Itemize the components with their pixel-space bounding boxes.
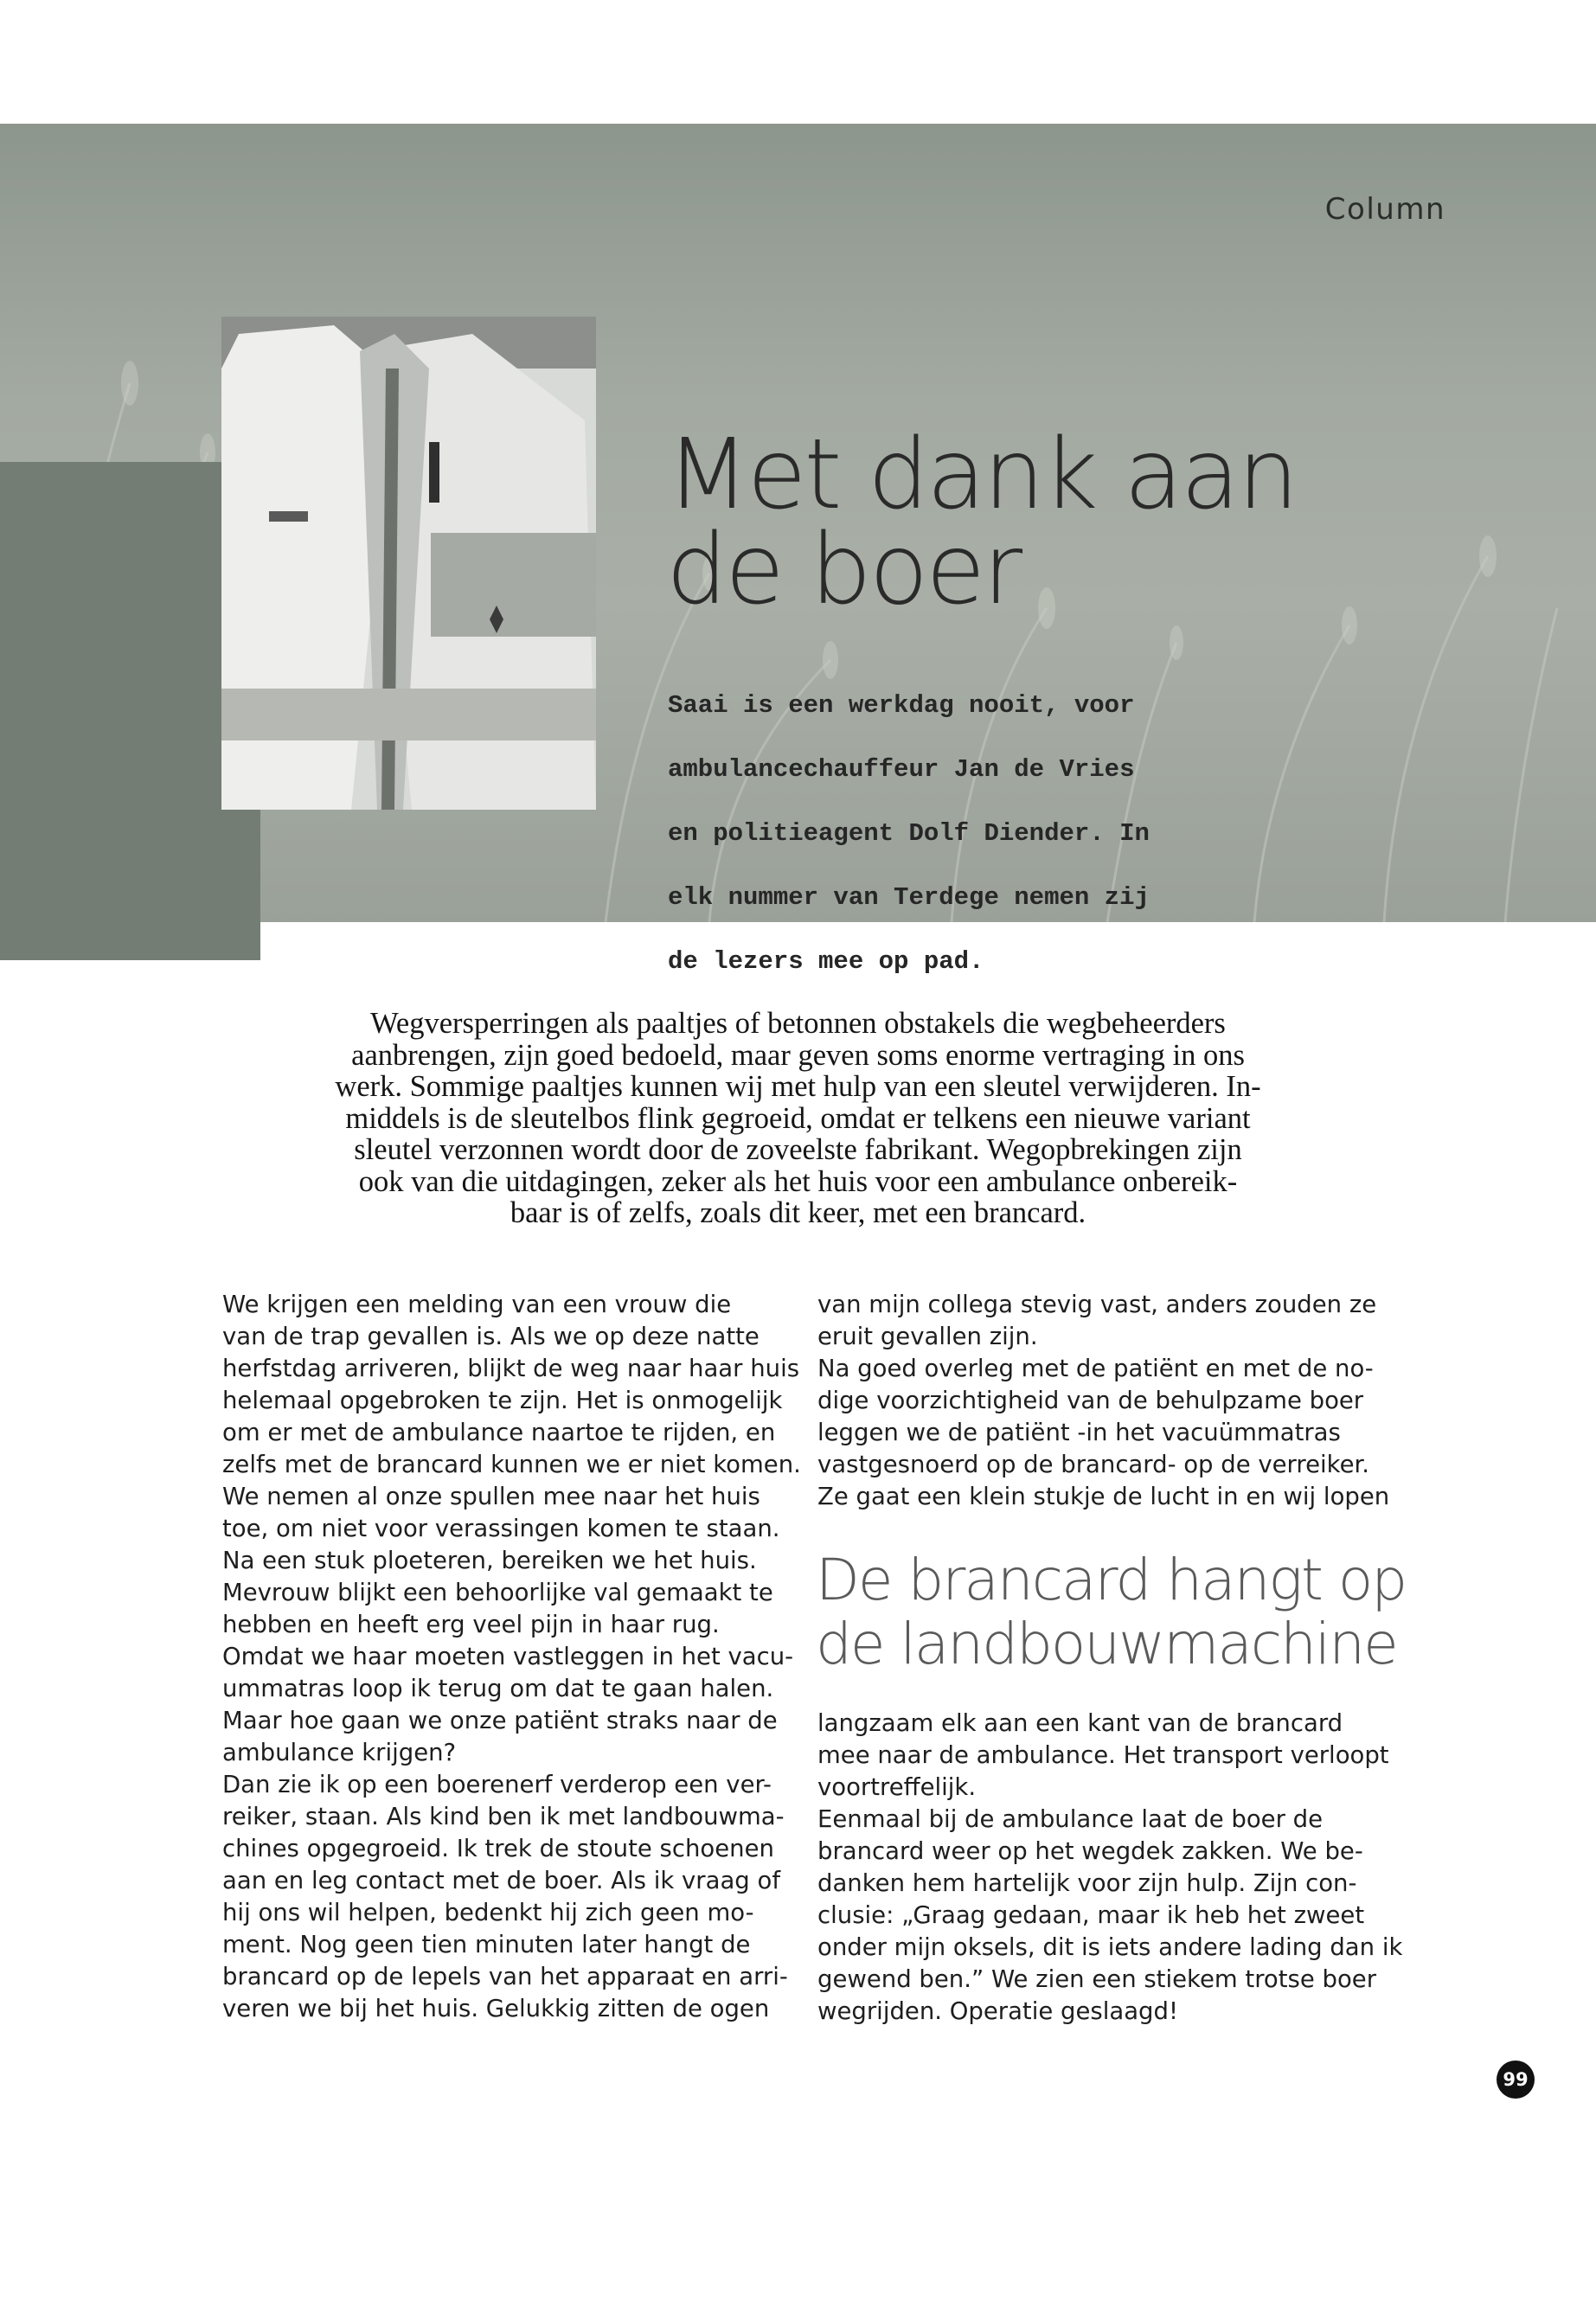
body-column-right-bottom [817, 1708, 1423, 2028]
body-line: ment. Nog geen tien minuten later hangt de [222, 1931, 751, 1958]
body-line: hebben en heeft erg veel pijn in haar rug. [222, 1611, 720, 1638]
body-line: onder mijn oksels, dit is iets andere lading dan ik [817, 1933, 1403, 1961]
body-line: reiker, staan. Als kind ben ik met landbouwma- [222, 1803, 785, 1830]
article-lead [668, 657, 1239, 1009]
body-line: ambulance krijgen? [222, 1739, 457, 1766]
title-line: de boer [666, 514, 1021, 626]
body-line: hij ons wil helpen, bedenkt hij zich geen mo- [222, 1899, 754, 1926]
lead-line: elk nummer van Terdege nemen zij [668, 883, 1150, 912]
body-line: gewend ben.” We zien een stiekem trotse boer [817, 1965, 1377, 1993]
body-line: We nemen al onze spullen mee naar het huis [222, 1483, 760, 1510]
intro-line: ook van die uitdagingen, zeker als het huis voor een ambulance onbereik- [358, 1164, 1238, 1198]
body-line: Mevrouw blijkt een behoorlijke val gemaakt te [222, 1579, 773, 1606]
body-line: wegrijden. Operatie geslaagd! [817, 1997, 1178, 2025]
body-line: herfstdag arriveren, blijkt de weg naar haar huis [222, 1355, 800, 1382]
intro-line: baar is of zelfs, zoals dit keer, met een brancard. [510, 1196, 1086, 1229]
body-line: langzaam elk aan een kant van de brancard [817, 1709, 1343, 1737]
lead-line: en politieagent Dolf Diender. In [668, 819, 1150, 848]
body-line: chines opgegroeid. Ik trek de stoute schoenen [222, 1835, 774, 1862]
body-line: danken hem hartelijk voor zijn hulp. Zijn con- [817, 1869, 1357, 1897]
body-line: toe, om niet voor verassingen komen te staan. [222, 1515, 780, 1542]
ambulance-jacket-photo [221, 317, 596, 810]
body-line: zelfs met de brancard kunnen we er niet komen. [222, 1451, 801, 1478]
pull-quote [816, 1548, 1421, 1676]
body-line: aan en leg contact met de boer. Als ik vraag of [222, 1867, 781, 1894]
lead-line: ambulancechauffeur Jan de Vries [668, 755, 1135, 784]
intro-line: Wegversperringen als paaltjes of betonnen obstakels die wegbeheerders [370, 1007, 1226, 1040]
body-line: om er met de ambulance naartoe te rijden, en [222, 1419, 776, 1446]
body-line: veren we bij het huis. Gelukkig zitten de ogen [222, 1995, 770, 2022]
body-line: dige voorzichtigheid van de behulpzame boer [817, 1387, 1364, 1414]
body-line: brancard weer op het wegdek zakken. We be- [817, 1837, 1363, 1865]
article-title [666, 419, 1358, 626]
body-line: vastgesnoerd op de brancard- op de verreiker. [817, 1451, 1370, 1478]
body-line: leggen we de patiënt -in het vacuümmatras [817, 1419, 1341, 1446]
pull-quote-line: de landbouwmachine [816, 1611, 1397, 1677]
body-line: Na een stuk ploeteren, bereiken we het huis. [222, 1547, 757, 1574]
pull-quote-line: De brancard hangt op [816, 1547, 1407, 1613]
intro-line: middels is de sleutelbos flink gegroeid, omdat er telkens een nieuwe variant [345, 1101, 1251, 1135]
body-line: mee naar de ambulance. Het transport verloopt [817, 1741, 1389, 1769]
body-line: ummatras loop ik terug om dat te gaan halen. [222, 1675, 774, 1702]
intro-line: werk. Sommige paaltjes kunnen wij met hulp van een sleutel verwijderen. In- [335, 1070, 1261, 1103]
body-line: helemaal opgebroken te zijn. Het is onmogelijk [222, 1387, 783, 1414]
body-line: Maar hoe gaan we onze patiënt straks naar de [222, 1707, 778, 1734]
body-line: Omdat we haar moeten vastleggen in het vacu- [222, 1643, 794, 1670]
body-line: Ze gaat een klein stukje de lucht in en wij lopen [817, 1483, 1390, 1510]
body-column-right-top [817, 1289, 1423, 1513]
body-line: Eenmaal bij de ambulance laat de boer de [817, 1805, 1324, 1833]
body-line: voortreffelijk. [817, 1773, 977, 1801]
body-line: eruit gevallen zijn. [817, 1323, 1038, 1350]
body-column-left [222, 1289, 828, 2025]
intro-line: sleutel verzonnen wordt door de zoveelste fabrikant. Wegopbrekingen zijn [354, 1133, 1242, 1166]
intro-line: aanbrengen, zijn goed bedoeld, maar geven soms enorme vertraging in ons [351, 1038, 1245, 1072]
body-line: We krijgen een melding van een vrouw die [222, 1291, 732, 1318]
page-number-badge: 99 [1497, 2061, 1535, 2099]
body-line: clusie: „Graag gedaan, maar ik heb het zweet [817, 1901, 1365, 1929]
body-line: Dan zie ik op een boerenerf verderop een ver- [222, 1771, 772, 1798]
intro-paragraph [234, 1008, 1362, 1229]
lead-line: Saai is een werkdag nooit, voor [668, 691, 1135, 720]
body-line: van de trap gevallen is. Als we op deze natte [222, 1323, 760, 1350]
lead-line: de lezers mee op pad. [668, 947, 984, 976]
title-line: Met dank aan [666, 419, 1297, 531]
body-line: brancard op de lepels van het apparaat en arri- [222, 1963, 788, 1990]
section-label: Column [1324, 192, 1445, 227]
body-line: Na goed overleg met de patiënt en met de no- [817, 1355, 1374, 1382]
body-line: van mijn collega stevig vast, anders zouden ze [817, 1291, 1377, 1318]
